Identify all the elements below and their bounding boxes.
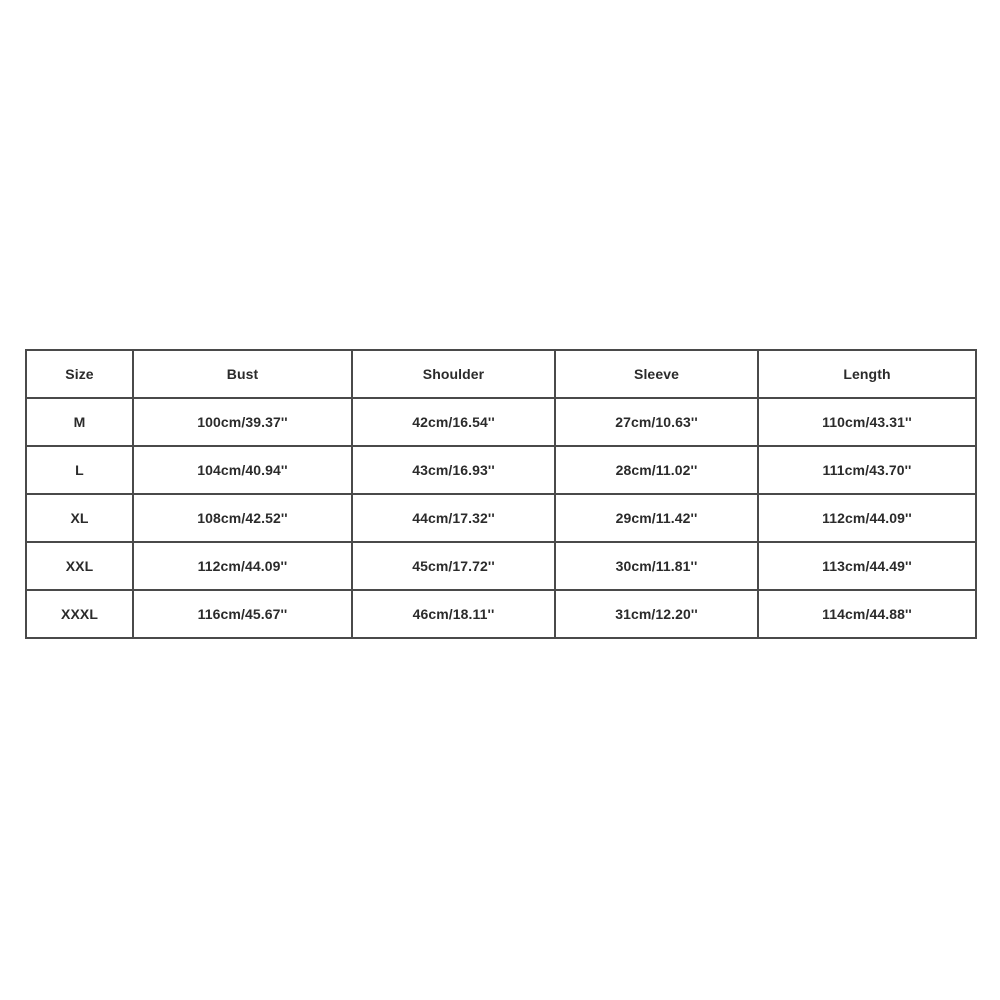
size-chart-header xyxy=(26,350,976,398)
header-length: Length xyxy=(758,350,976,398)
cell-bust: 112cm/44.09'' xyxy=(133,542,352,590)
cell-length: 114cm/44.88'' xyxy=(758,590,976,638)
cell-length: 112cm/44.09'' xyxy=(758,494,976,542)
table-row xyxy=(26,446,976,494)
cell-bust: 116cm/45.67'' xyxy=(133,590,352,638)
cell-size: XXXL xyxy=(26,590,133,638)
cell-sleeve: 31cm/12.20'' xyxy=(555,590,758,638)
cell-shoulder: 42cm/16.54'' xyxy=(352,398,555,446)
table-row xyxy=(26,542,976,590)
cell-shoulder: 45cm/17.72'' xyxy=(352,542,555,590)
cell-bust: 100cm/39.37'' xyxy=(133,398,352,446)
cell-sleeve: 29cm/11.42'' xyxy=(555,494,758,542)
cell-bust: 104cm/40.94'' xyxy=(133,446,352,494)
header-bust: Bust xyxy=(133,350,352,398)
cell-length: 113cm/44.49'' xyxy=(758,542,976,590)
cell-bust: 108cm/42.52'' xyxy=(133,494,352,542)
cell-size: XL xyxy=(26,494,133,542)
cell-shoulder: 43cm/16.93'' xyxy=(352,446,555,494)
header-row xyxy=(26,350,976,398)
table-row xyxy=(26,494,976,542)
header-sleeve: Sleeve xyxy=(555,350,758,398)
size-chart-table xyxy=(25,349,977,639)
cell-shoulder: 46cm/18.11'' xyxy=(352,590,555,638)
table-row xyxy=(26,590,976,638)
table-row xyxy=(26,398,976,446)
cell-shoulder: 44cm/17.32'' xyxy=(352,494,555,542)
cell-sleeve: 30cm/11.81'' xyxy=(555,542,758,590)
cell-length: 110cm/43.31'' xyxy=(758,398,976,446)
size-chart-body xyxy=(26,398,976,638)
cell-sleeve: 27cm/10.63'' xyxy=(555,398,758,446)
cell-size: M xyxy=(26,398,133,446)
header-size: Size xyxy=(26,350,133,398)
cell-size: XXL xyxy=(26,542,133,590)
cell-sleeve: 28cm/11.02'' xyxy=(555,446,758,494)
cell-length: 111cm/43.70'' xyxy=(758,446,976,494)
cell-size: L xyxy=(26,446,133,494)
header-shoulder: Shoulder xyxy=(352,350,555,398)
